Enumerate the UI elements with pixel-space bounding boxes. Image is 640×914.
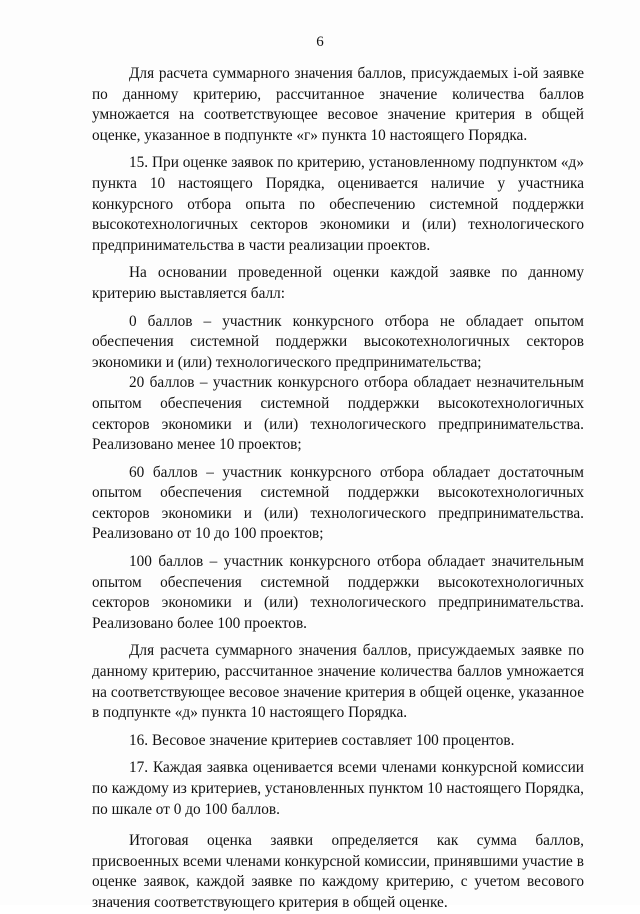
- paragraph-item-16: 16. Весовое значение критериев составляет 100 процентов.: [129, 731, 515, 749]
- paragraph-item-17: 17. Каждая заявка оценивается всеми членами конкурсной комиссии по каждому из критериев, установленных пунктом 10 настоящего Порядка, по шкале от 0 до 100 баллов.: [92, 759, 584, 818]
- paragraph-score-intro: На основании проведенной оценки каждой заявке по данному критерию выставляется балл:: [92, 264, 584, 302]
- paragraph-item-15: 15. При оценке заявок по критерию, установленному подпунктом «д» пункта 10 настоящего Порядка, оценивается наличие у участника конкурсного отбора опыта по обеспечению системной поддержки высокотехнологичных секторов экономики и (или) технологического предпринимательства в части реализации проектов.: [92, 154, 584, 254]
- document-body: [92, 64, 584, 914]
- page-number: 6: [316, 34, 324, 50]
- paragraph-final-score: Итоговая оценка заявки определяется как сумма баллов, присвоенных всеми членами конкурсной комиссии, принявшими участие в оценке заявок, каждой заявке по каждому критерию, с учетом весового значения соответствующего критерия в общей оценке.: [92, 832, 584, 911]
- paragraph-scoring-g: Для расчета суммарного значения баллов, присуждаемых i-ой заявке по данному критерию, рассчитанное значение количества баллов умножается на соответствующее весовое значение критерия в общей оценке, указанное в подпункте «г» пункта 10 настоящего Порядка.: [92, 65, 584, 144]
- paragraph-score-60: 60 баллов – участник конкурсного отбора обладает достаточным опытом обеспечения системной поддержки высокотехнологичных секторов экономики и (или) технологического предпринимательства. Реализовано от 10 до 100 проектов;: [92, 463, 584, 543]
- paragraph-scoring-d: Для расчета суммарного значения баллов, присуждаемых заявке по данному критерию, рассчитанное значение количества баллов умножается на соответствующее весовое значение критерия в общей оценке, указанное в подпункте «д» пункта 10 настоящего Порядка.: [92, 642, 584, 722]
- paragraph-score-20: 20 баллов – участник конкурсного отбора обладает незначительным опытом обеспечения системной поддержки высокотехнологичных секторов экономики и (или) технологического предпринимательства. Реализовано менее 10 проектов;: [92, 374, 584, 454]
- paragraph-score-100: 100 баллов – участник конкурсного отбора обладает значительным опытом обеспечения системной поддержки высокотехнологичных секторов экономики и (или) технологического предпринимательства. Реализовано более 100 проектов.: [92, 553, 584, 632]
- paragraph-score-0: 0 баллов – участник конкурсного отбора не обладает опытом обеспечения системной поддержки высокотехнологичных секторов экономики и (или) технологического предпринимательства;: [92, 312, 584, 371]
